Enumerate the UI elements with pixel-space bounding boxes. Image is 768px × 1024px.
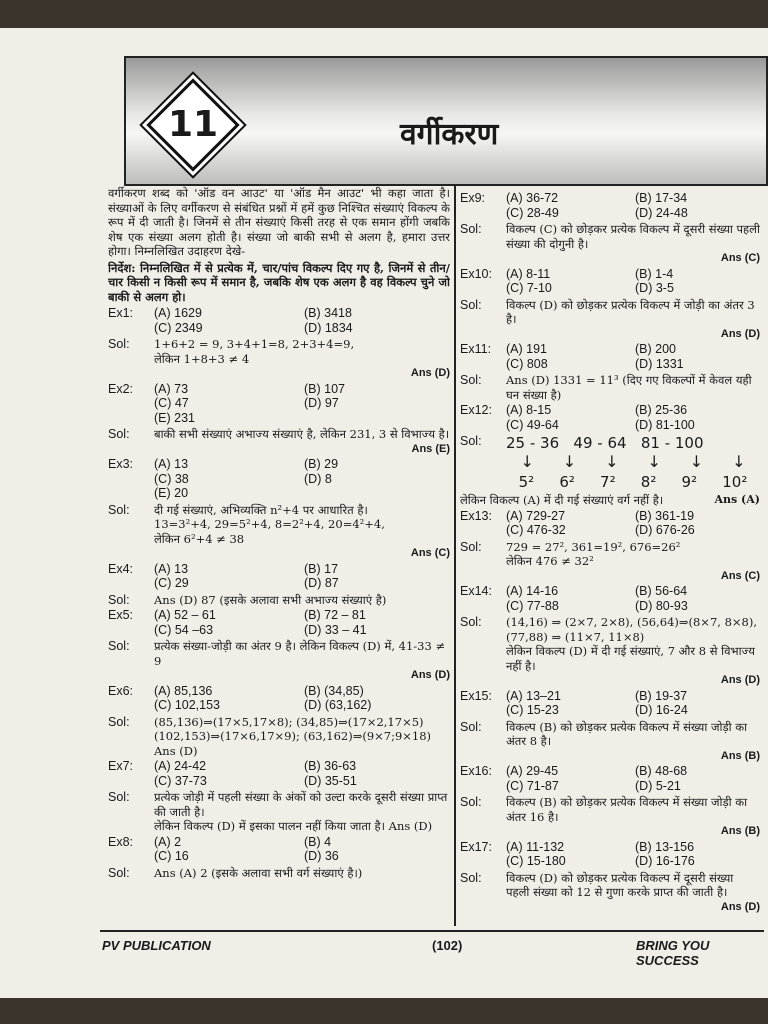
option: (C) 47 <box>154 396 189 410</box>
option: (E) 20 <box>154 486 189 500</box>
option: (A) 13–21 <box>506 688 561 703</box>
footer-publisher: PV PUBLICATION <box>102 938 211 953</box>
answer: Ans (E) <box>411 442 450 455</box>
solution <box>108 337 450 366</box>
option: (A) 36-72 <box>506 191 559 205</box>
solution-line: 729 = 27², 361=19², 676=26² <box>506 539 681 554</box>
left-examples <box>108 306 450 880</box>
answer: Ans (D) <box>720 327 760 340</box>
answer: Ans (C) <box>720 252 760 264</box>
options <box>154 684 450 713</box>
example-label: Ex12: <box>460 403 492 417</box>
example-label: Ex11: <box>460 342 492 356</box>
options <box>154 457 450 501</box>
option: (C) 476-32 <box>506 523 566 537</box>
sol-label: Sol: <box>460 373 482 387</box>
sol-label: Sol: <box>108 790 130 804</box>
footer-slogan: BRING YOU SUCCESS <box>636 938 710 968</box>
solution-line: बाकी सभी संख्याएं अभाज्य संख्याएं है, लेकिन 231, 3 से विभाज्य है। <box>154 427 450 441</box>
solution-line: लेकिन 1+8+3 ≠ 4 <box>154 351 250 366</box>
solution-line: लेकिन विकल्प (D) में इसका पालन नहीं किया जाता है। Ans (D) <box>154 819 433 833</box>
option: (C) 102,153 <box>154 698 221 712</box>
options <box>154 382 450 426</box>
option: (A) 729-27 <box>506 508 566 523</box>
example-label: Ex3: <box>108 457 134 471</box>
example-label: Ex9: <box>460 191 486 205</box>
option: (C) 15-23 <box>506 703 559 717</box>
option: (B) 48-68 <box>635 764 688 778</box>
example-label: Ex7: <box>108 759 134 773</box>
example-label: Ex10: <box>460 266 492 281</box>
option: (B) 1-4 <box>635 266 674 281</box>
solution <box>460 871 760 900</box>
option: (A) 73 <box>154 381 189 396</box>
option: (A) 11-132 <box>506 839 565 854</box>
solution-line: Ans (D) 1331 = 11³ (दिए गए विकल्पों में केवल यही घन संख्या है) <box>506 373 752 402</box>
answer: Ans (B) <box>720 749 760 762</box>
option: (C) 54 –63 <box>154 622 214 637</box>
option: (A) 8-15 <box>506 403 552 417</box>
option: (B) 4 <box>304 834 332 849</box>
option: (B) (34,85) <box>304 683 364 698</box>
sol-label: Sol: <box>108 337 130 351</box>
solution-line: (85,136)⇒(17×5,17×8); (34,85)⇒(17×2,17×5) <box>154 714 424 729</box>
solution-line: विकल्प (C) को छोड़कर प्रत्येक विकल्प में दूसरी संख्या पहली संख्या की दोगुनी है। <box>506 222 760 251</box>
option: (C) 49-64 <box>506 417 559 432</box>
option: (D) 33 – 41 <box>304 622 367 637</box>
solution-line: लेकिन 476 ≠ 32² <box>506 554 594 568</box>
example-label: Ex14: <box>460 584 492 598</box>
left-column <box>108 186 450 926</box>
solution-line: 1+6+2 = 9, 3+4+1=8, 2+3+4=9, <box>154 337 355 351</box>
ex12-pairs: 25 - 36 49 - 64 81 - 100 <box>506 434 704 452</box>
solution-line: प्रत्येक संख्या-जोड़ी का अंतर 9 है। लेकिन विकल्प (D) में, 41-33 ≠ 9 <box>154 639 446 668</box>
option: (B) 17-34 <box>635 191 688 205</box>
option: (A) 13 <box>154 561 189 576</box>
solution <box>108 715 450 759</box>
solution-line: विकल्प (B) को छोड़कर प्रत्येक विकल्प में संख्या जोड़ी का अंतर 8 है। <box>506 719 748 748</box>
solution <box>460 222 760 251</box>
ex12-squares <box>506 473 760 491</box>
option: (D) 36 <box>304 849 339 863</box>
solution <box>108 866 450 881</box>
example-label: Ex15: <box>460 688 492 703</box>
options <box>154 759 450 788</box>
sol-label: Sol: <box>108 714 130 729</box>
solution-line: (77,88) ⇒ (11×7, 11×8) <box>506 629 645 644</box>
option: (B) 56-64 <box>635 584 688 598</box>
option: (A) 29-45 <box>506 764 559 778</box>
option: (C) 77-88 <box>506 598 559 613</box>
option: (C) 16 <box>154 849 189 863</box>
solution-line: Ans (D) 87 (इसके अलावा सभी अभाज्य संख्याएं है) <box>154 592 387 607</box>
square-value: 5² <box>518 473 535 491</box>
option: (B) 72 – 81 <box>304 608 366 622</box>
sol-label: Sol: <box>460 870 482 885</box>
right-examples-2 <box>460 509 760 915</box>
option: (C) 2349 <box>154 320 203 335</box>
answer: Ans (D) <box>720 674 760 686</box>
sol-label: Sol: <box>460 795 482 809</box>
option: (C) 71-87 <box>506 778 559 793</box>
example-label: Ex1: <box>108 306 134 320</box>
option: (C) 28-49 <box>506 205 559 220</box>
chapter-title: वर्गीकरण <box>400 117 499 152</box>
solution <box>460 615 760 673</box>
option: (D) 24-48 <box>635 205 688 220</box>
solution-line: Ans (D) <box>154 743 198 758</box>
option: (D) 1834 <box>304 320 353 335</box>
example-ex8 <box>108 835 450 864</box>
options <box>506 840 760 869</box>
option: (A) 1629 <box>154 306 202 320</box>
options <box>506 403 760 432</box>
option: (B) 36-63 <box>304 759 357 773</box>
options <box>154 608 450 637</box>
option <box>304 411 450 426</box>
solution-line: लेकिन 6²+4 ≠ 38 <box>154 531 245 546</box>
solution-line: (14,16) ⇒ (2×7, 2×8), (56,64)⇒(8×7, 8×8), <box>506 615 757 629</box>
solution <box>460 795 760 824</box>
footer-page-number: (102) <box>432 938 463 953</box>
option: (A) 191 <box>506 342 547 356</box>
example-label: Ex2: <box>108 381 134 396</box>
option: (D) 8 <box>304 471 332 486</box>
option: (D) (63,162) <box>304 698 372 712</box>
sol-label: Sol: <box>108 639 130 653</box>
example-ex14 <box>460 584 760 613</box>
solution-line: विकल्प (B) को छोड़कर प्रत्येक विकल्प में संख्या जोड़ी का अंतर 16 है। <box>506 795 748 824</box>
option: (A) 2 <box>154 834 182 849</box>
example-ex5 <box>108 608 450 637</box>
option: (D) 80-93 <box>635 598 688 613</box>
option: (D) 16-24 <box>635 703 688 717</box>
square-value: 10² <box>722 473 748 491</box>
example-ex10 <box>460 267 760 296</box>
example-ex15 <box>460 689 760 718</box>
solution <box>108 790 450 834</box>
option: (D) 5-21 <box>635 778 681 793</box>
square-value: 6² <box>559 473 575 491</box>
solution <box>460 373 760 402</box>
answer: Ans (D) <box>410 367 450 379</box>
option: (A) 24-42 <box>154 759 207 773</box>
example-ex9 <box>460 191 760 220</box>
options <box>506 509 760 538</box>
option: (D) 3-5 <box>635 281 674 295</box>
example-ex4 <box>108 562 450 591</box>
footer-rule <box>100 930 764 932</box>
solution-line: लेकिन विकल्प (D) में दी गई संख्याएं, 7 और 8 से विभाज्य नहीं है। <box>506 644 755 673</box>
option: (D) 35-51 <box>304 773 357 788</box>
column-divider <box>454 186 456 926</box>
solution-line: विकल्प (D) को छोड़कर प्रत्येक विकल्प में दूसरी संख्या पहली संख्या को 12 से गुणा करके प्राप्त की जाती है। <box>506 870 734 899</box>
sol-label: Sol: <box>108 865 130 880</box>
option: (C) 808 <box>506 356 548 371</box>
example-ex2 <box>108 382 450 426</box>
sol-label: Sol: <box>460 297 482 312</box>
solution <box>108 503 450 547</box>
square-value: 7² <box>600 473 616 491</box>
option: (C) 37-73 <box>154 773 207 788</box>
options <box>154 306 450 335</box>
solution-line: 13=3²+4, 29=5²+4, 8=2²+4, 20=4²+4, <box>154 517 385 531</box>
option: (B) 13-156 <box>635 839 695 854</box>
options <box>506 267 760 296</box>
example-ex7 <box>108 759 450 788</box>
option: (A) 14-16 <box>506 584 559 598</box>
option: (D) 81-100 <box>635 417 695 432</box>
option: (B) 25-36 <box>635 403 688 417</box>
option: (C) 38 <box>154 471 189 486</box>
example-ex17 <box>460 840 760 869</box>
ex12-solution <box>460 434 760 493</box>
example-ex6 <box>108 684 450 713</box>
option: (D) 87 <box>304 576 339 590</box>
options <box>154 562 450 591</box>
options <box>506 764 760 793</box>
option: (B) 200 <box>635 342 676 356</box>
example-ex11 <box>460 342 760 371</box>
option: (B) 3418 <box>304 306 352 320</box>
options <box>506 191 760 220</box>
answer: Ans (C) <box>410 547 450 559</box>
example-ex13 <box>460 509 760 538</box>
option: (E) 231 <box>154 410 195 425</box>
example-ex1 <box>108 306 450 335</box>
solution-line: दी गई संख्याएं, अभिव्यक्ति n²+4 पर आधारित है। <box>154 502 368 517</box>
example-ex3 <box>108 457 450 501</box>
sol-label: Sol: <box>108 427 130 441</box>
answer: Ans (D) <box>720 900 760 913</box>
option: (B) 29 <box>304 457 339 471</box>
option: (D) 97 <box>304 396 339 410</box>
sol-label: Sol: <box>460 719 482 734</box>
solution <box>460 720 760 749</box>
options <box>154 835 450 864</box>
solution <box>108 593 450 608</box>
sol-label: Sol: <box>108 592 130 607</box>
solution <box>460 540 760 569</box>
sol-label: Sol: <box>460 222 482 236</box>
sol-label: Sol: <box>460 539 482 554</box>
ex12-note: लेकिन विकल्प (A) में दी गई संख्याएं वर्ग नहीं है। Ans (A) <box>460 493 760 507</box>
solution <box>108 427 450 442</box>
options <box>506 342 760 371</box>
example-label: Ex17: <box>460 839 492 854</box>
option: (C) 15-180 <box>506 854 566 868</box>
option: (D) 16-176 <box>635 854 695 868</box>
solution-line: Ans (A) 2 (इसके अलावा सभी वर्ग संख्याएं है।) <box>154 865 363 880</box>
option: (D) 1331 <box>635 356 684 371</box>
example-label: Ex4: <box>108 561 134 576</box>
ex12-arrows: ↓ ↓ ↓ ↓ ↓ ↓ <box>520 452 746 471</box>
answer: Ans (B) <box>720 825 760 837</box>
example-label: Ex16: <box>460 764 492 778</box>
option: (A) 52 – 61 <box>154 608 216 622</box>
directions-paragraph: निर्देश: निम्नलिखित में से प्रत्येक में, चार/पांच विकल्प दिए गए है, जिनमें से तीन/चार किसी न किसी रूप में समान है, जबकि शेष एक अलग है वह विकल्प चुने जो बाकी से अलग हो। <box>108 260 450 304</box>
answer: Ans (C) <box>720 569 760 582</box>
option: (C) 7-10 <box>506 281 552 295</box>
option: (A) 85,136 <box>154 683 213 698</box>
right-column <box>460 190 760 926</box>
solution-line: प्रत्येक जोड़ी में पहली संख्या के अंकों को उल्टा करके दूसरी संख्या प्राप्त की जाती है। <box>154 790 448 819</box>
option <box>304 486 450 501</box>
sol-label: Sol: <box>108 502 130 517</box>
solution <box>108 639 450 668</box>
option: (C) 29 <box>154 576 189 590</box>
solution-line: विकल्प (D) को छोड़कर प्रत्येक विकल्प में जोड़ी का अंतर 3 है। <box>506 297 755 326</box>
option: (A) 13 <box>154 457 189 471</box>
options <box>506 584 760 613</box>
option: (D) 676-26 <box>635 523 695 537</box>
option: (A) 8-11 <box>506 266 551 281</box>
sol-label: Sol: <box>460 615 482 629</box>
solution-line: (102,153)⇒(17×6,17×9); (63,162)⇒(9×7;9×18) <box>154 729 432 743</box>
option: (B) 361-19 <box>635 508 695 523</box>
options <box>506 689 760 718</box>
example-ex16 <box>460 764 760 793</box>
square-value: 8² <box>640 473 657 491</box>
intro-paragraph: वर्गीकरण शब्द को 'ऑड वन आउट' या 'ऑड मैन आउट' भी कहा जाता है। संख्याओं के लिए वर्गीकरण से संबंधित प्रश्नों में हमें कुछ निश्चित संख्याएं विकल्प के रूप में दी जाती है। जिनमें से तीन संख्याएं किसी तरह से एक समान होंगी जबकि शेष एक संख्या अलग होती है। संख्या जो बाकी सभी से अलग है, हमारा उत्तर होगा। निम्नलिखित उदाहरण देखे- <box>108 186 450 258</box>
example-label: Ex8: <box>108 834 134 849</box>
example-label: Ex5: <box>108 608 134 622</box>
option: (B) 19-37 <box>635 688 688 703</box>
square-value: 9² <box>681 473 698 491</box>
right-examples <box>460 191 760 432</box>
chapter-number: 11 <box>167 104 219 145</box>
sol-label: Sol: <box>460 434 482 448</box>
example-ex12 <box>460 403 760 432</box>
solution <box>460 298 760 327</box>
option: (B) 107 <box>304 381 345 396</box>
example-label: Ex6: <box>108 683 134 698</box>
example-label: Ex13: <box>460 508 492 523</box>
option: (B) 17 <box>304 561 339 576</box>
answer: Ans (D) <box>410 669 450 681</box>
